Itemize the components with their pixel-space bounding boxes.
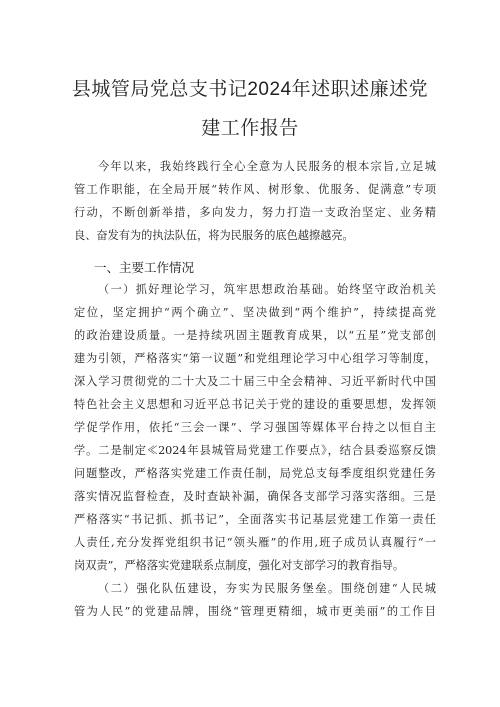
paragraph-line: 人责任,充分发挥党组织书记“领头雁”的作用,班子成员认真履行“一	[74, 536, 436, 549]
paragraph-line: 学促学作用，依托“三会一课”、学习强国等媒体平台持之以恒自主	[74, 421, 436, 434]
intro-line: 管工作职能，在全局开展“转作风、树形象、优服务、促满意”专项	[74, 183, 436, 196]
paragraph-line: （一）抓好理论学习，筑牢思想政治基础。始终坚守政治机关	[98, 283, 436, 296]
intro-line: 行动，不断创新举措，多向发力，努力打造一支政治坚定、业务精	[74, 206, 436, 219]
document-title-line-2: 建工作报告	[201, 118, 299, 139]
paragraph-line: 问题整改，严格落实党建工作责任制，局党总支每季度组织党建任务	[74, 467, 436, 480]
section-heading: 一、主要工作情况	[94, 261, 195, 275]
paragraph-line: 深入学习贯彻党的二十大及二十届三中全会精神、习近平新时代中国	[74, 375, 436, 388]
document-title-line-1: 县城管局党总支书记2024年述职述廉述党	[71, 79, 429, 100]
paragraph-line: 落实情况监督检查，及时查缺补漏，确保各支部学习落实落细。三是	[74, 490, 436, 503]
paragraph-line: 建为引领，严格落实“第一议题”和党组理论学习中心组学习等制度，	[74, 352, 436, 365]
paragraph-line: （二）强化队伍建设，夯实为民服务堡垒。围绕创建“人民城	[98, 582, 436, 595]
paragraph-line: 特色社会主义思想和习近平总书记关于党的建设的重要思想，发挥领	[74, 398, 436, 411]
paragraph-line: 严格落实“书记抓、抓书记”，全面落实书记基层党建工作第一责任	[74, 513, 436, 526]
intro-line: 今年以来，我始终践行全心全意为人民服务的根本宗旨,立足城	[98, 160, 436, 173]
paragraph-line: 岗双责”，严格落实党建联系点制度，强化对支部学习的教育指导。	[74, 559, 405, 572]
paragraph-line: 的政治建设质量。一是持续巩固主题教育成果，以“五星”党支部创	[74, 329, 436, 342]
paragraph-line: 定位，坚定拥护“两个确立”、坚决做到“两个维护”，持续提高党	[74, 306, 436, 319]
paragraph-line: 管为人民”的党建品牌，围绕“管理更精细，城市更美丽”的工作目	[74, 605, 436, 618]
intro-line: 良、奋发有为的执法队伍，将为民服务的底色越擦越亮。	[74, 229, 354, 242]
paragraph-line: 学。二是制定≪2024年县城管局党建工作要点》，结合县委巡察反馈	[74, 444, 436, 457]
